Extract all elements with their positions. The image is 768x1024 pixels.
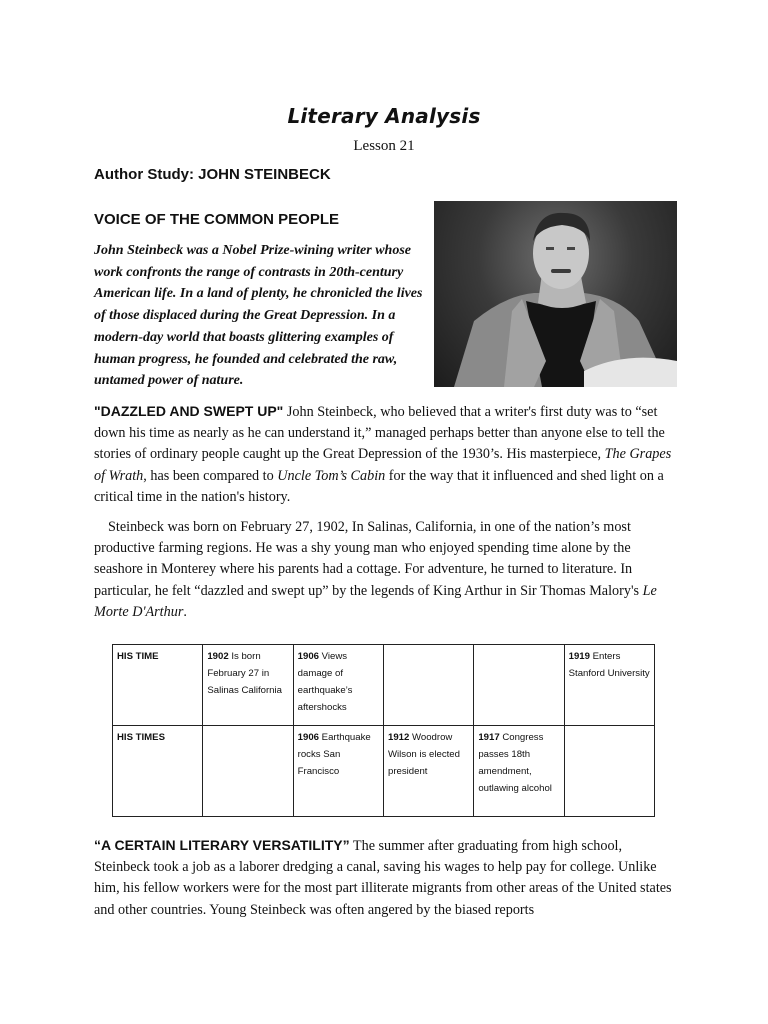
timeline-cell	[203, 645, 293, 726]
timeline-cell	[474, 726, 564, 817]
paragraph-text: The summer after graduating from high school, Steinbeck took a job as a laborer dredging a canal, saving his wages to help pay for college. Unlike him, his fellow workers were for the most part illiterate migrants from other areas of the United states and other countries. Young Steinbeck was often angered by the biased reports	[94, 838, 672, 918]
timeline-cell	[383, 645, 473, 726]
paragraph-lead: "DAZZLED AND SWEPT UP"	[94, 403, 284, 419]
portrait-illustration	[434, 201, 677, 387]
row-label: HIS TIMES	[113, 726, 203, 817]
year: 1912	[387, 732, 410, 743]
paragraph-text: , has been compared to	[143, 467, 278, 484]
timeline-cell	[383, 726, 473, 817]
timeline-cell	[564, 726, 654, 817]
row-label: HIS TIME	[113, 645, 203, 726]
year: 1906	[297, 651, 319, 662]
paragraph-lead: “A CERTAIN LITERARY VERSATILITY”	[94, 837, 350, 853]
paragraph-dazzled	[94, 401, 674, 508]
event: Enters Stanford University	[568, 651, 650, 679]
paragraph-text: .	[183, 603, 187, 620]
book-title: The Grapes of Wrath	[94, 446, 672, 484]
timeline-cell	[293, 726, 383, 817]
year: 1902	[207, 651, 229, 662]
timeline-table	[112, 644, 655, 817]
book-title: Le Morte D'Arthur	[94, 582, 657, 620]
section-heading: VOICE OF THE COMMON PEOPLE	[94, 211, 340, 228]
event: Congress passes 18th amendment, outlawing alcohol	[478, 732, 552, 794]
lesson-number: Lesson 21	[353, 138, 415, 154]
paragraph-birth	[94, 517, 674, 623]
event: Earthquake rocks San Francisco	[297, 732, 371, 777]
event: Woodrow Wilson is elected president	[387, 732, 460, 777]
year: 1919	[568, 651, 590, 662]
author-portrait	[434, 201, 677, 387]
table-row	[113, 645, 655, 726]
author-study-heading: Author Study: JOHN STEINBECK	[94, 166, 331, 183]
timeline-cell	[564, 645, 654, 726]
timeline-cell	[474, 645, 564, 726]
intro-paragraph: John Steinbeck was a Nobel Prize-wining writer whose work confronts the range of contrasts in 20th-century American life. In a land of plenty, he chronicled the lives of those displaced during the Great Depression. In a modern-day world that boasts glittering examples of human progress, he founded and celebrated the raw, untamed power of nature.	[94, 243, 423, 389]
paragraph-text: John Steinbeck, who believed that a writer's first duty was to “set down his time as nearly as he can understand it,” managed perhaps better than anyone else to tell the stories of ordinary people caught up the Great Depression of the 1930’s. His masterpiece,	[94, 404, 665, 463]
year: 1906	[297, 732, 319, 743]
event: Views damage of earthquake’s aftershocks	[297, 651, 353, 713]
event: Is born February 27 in Salinas California	[207, 651, 282, 696]
paragraph-versatility	[94, 835, 674, 921]
page-title: Literary Analysis	[287, 104, 481, 128]
book-title: Uncle Tom’s Cabin	[277, 467, 386, 484]
timeline-cell	[293, 645, 383, 726]
timeline-cell	[203, 726, 293, 817]
year: 1917	[478, 732, 500, 743]
paragraph-text: Steinbeck was born on February 27, 1902, In Salinas, California, in one of the nation’s most productive farming regions. He was a shy young man who enjoyed spending time alone by the seashore in Monterey where his parents had a cottage. For adventure, he turned to literature. In particular, he felt “dazzled and swept up” by the legends of King Arthur in Sir Thomas Malory's	[94, 519, 643, 599]
paragraph-text: for the way that it influenced and shed light on a critical time in the nation's history.	[94, 467, 664, 505]
table-row	[113, 726, 655, 817]
